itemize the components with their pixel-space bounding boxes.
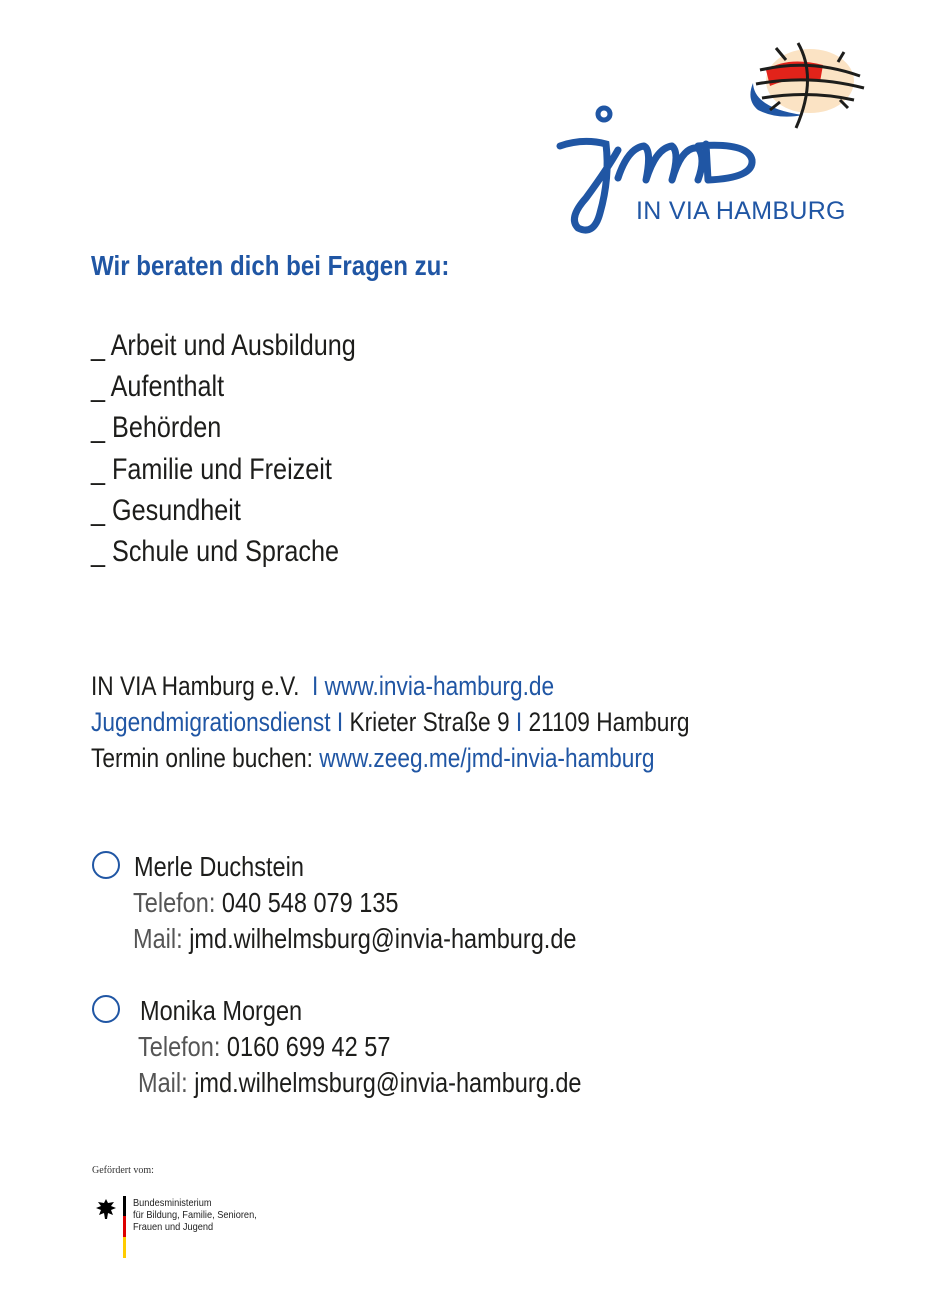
- street: Krieter Straße 9: [349, 707, 510, 737]
- ministry-name: [133, 1197, 257, 1233]
- mail-address[interactable]: jmd.wilhelmsburg@invia-hamburg.de: [194, 1067, 582, 1098]
- ministry-line: für Bildung, Familie, Senioren,: [133, 1209, 257, 1221]
- jmd-logo: [548, 38, 868, 243]
- funding-label: Gefördert vom:: [92, 1165, 154, 1176]
- mail-address[interactable]: jmd.wilhelmsburg@invia-hamburg.de: [189, 923, 577, 954]
- contact-details-2: [138, 1029, 666, 1101]
- federal-eagle-icon: [94, 1197, 118, 1226]
- logo-subtitle: IN VIA HAMBURG: [636, 197, 846, 225]
- contact-phone-row: [138, 1029, 581, 1065]
- contact-phone-row: [133, 885, 576, 921]
- booking-label: Termin online buchen:: [91, 743, 313, 773]
- ministry-line: Bundesministerium: [133, 1197, 212, 1209]
- contact-card-1: [134, 849, 336, 885]
- website-link[interactable]: www.invia-hamburg.de: [324, 671, 555, 701]
- separator: I: [515, 707, 523, 737]
- city: 21109 Hamburg: [528, 707, 690, 737]
- booking-link[interactable]: www.zeeg.me/jmd-invia-hamburg: [319, 743, 655, 773]
- address-block: [91, 668, 803, 776]
- contact-details-1: [133, 885, 661, 957]
- address-line-street: [91, 704, 689, 740]
- contact-name: Merle Duchstein: [134, 851, 304, 882]
- contact-card-2: [140, 993, 333, 1029]
- separator: I: [312, 671, 319, 701]
- phone-number[interactable]: 040 548 079 135: [221, 887, 399, 918]
- topic-item: _ Arbeit und Ausbildung: [91, 329, 356, 362]
- address-line-org: [91, 668, 689, 704]
- topic-item: _ Schule und Sprache: [91, 534, 339, 568]
- contact-name: Monika Morgen: [140, 995, 303, 1026]
- phone-label: Telefon:: [138, 1031, 221, 1062]
- contact-mail-row: [138, 1065, 581, 1101]
- service-name: Jugendmigrationsdienst: [91, 707, 331, 737]
- mail-label: Mail:: [133, 923, 183, 954]
- flag-bar: [123, 1196, 126, 1258]
- topic-list: [91, 325, 406, 572]
- topic-item: _ Familie und Freizeit: [91, 452, 332, 486]
- contact-mail-row: [133, 921, 576, 957]
- phone-label: Telefon:: [133, 887, 216, 918]
- separator: I: [336, 707, 344, 737]
- topic-item: _ Aufenthalt: [91, 370, 225, 404]
- address-line-booking: [91, 740, 689, 776]
- org-name: IN VIA Hamburg e.V.: [91, 671, 300, 701]
- topic-item: _ Behörden: [91, 411, 222, 445]
- contact-checkbox-2[interactable]: [92, 995, 120, 1023]
- page-heading: Wir beraten dich bei Fragen zu:: [91, 250, 450, 281]
- mail-label: Mail:: [138, 1067, 188, 1098]
- topic-item: _ Gesundheit: [91, 493, 241, 527]
- phone-number[interactable]: 0160 699 42 57: [226, 1031, 391, 1062]
- ministry-line: Frauen und Jugend: [133, 1221, 214, 1233]
- contact-checkbox-1[interactable]: [92, 851, 120, 879]
